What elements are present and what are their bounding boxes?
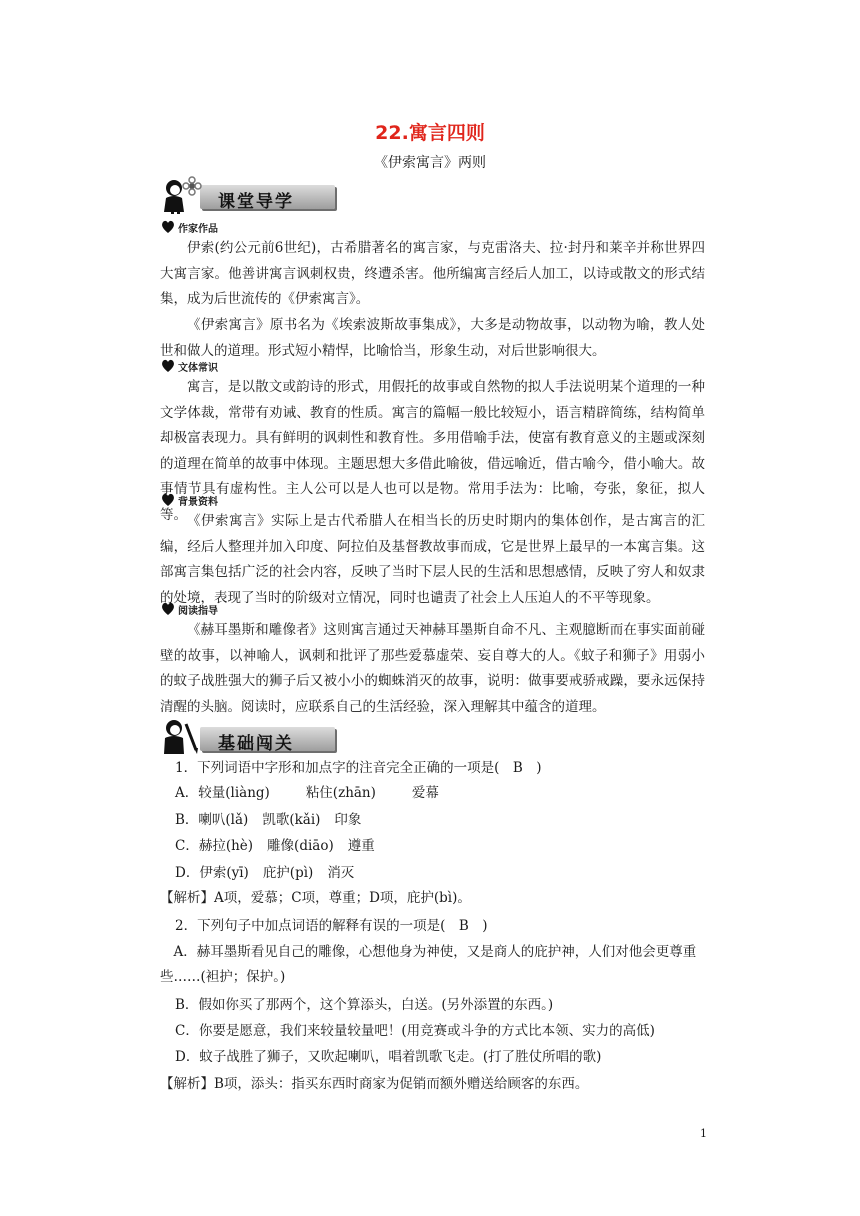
girl-flower-icon xyxy=(160,176,220,216)
q2-analysis: 【解析】B项，添头：指买东西时商家为促销而额外赠送给顾客的东西。 xyxy=(160,1076,589,1092)
q1-option-b: B．喇叭(lǎ) 凯歌(kǎi) 印象 xyxy=(175,812,362,828)
reading-paragraph: 《赫耳墨斯和雕像者》这则寓言通过天神赫耳墨斯自命不凡、主观臆断而在事实面前碰壁的故事，以神喻人，讽刺和批评了那些爱慕虚荣、妄自尊大的人。《蚊子和狮子》用弱小的蚊子战胜强大的狮子后又被小小的蜘蛛消灭的故事，说明：做事要戒骄戒躁，要永远保持清醒的头脑。阅读时，应联系自己的生活经验，深入理解其中蕴含的道理。 xyxy=(160,622,705,715)
document-page: 22.寓言四则 《伊索寓言》两则 课堂导学 作家作品 伊索(约公元前6世纪)，古希腊著名的寓言家，与克雷洛夫、拉·封丹和莱辛并称世界四大寓言家。他善讲寓言讽刺权贵，终遭杀害。他所编寓言经后人加工，以诗或散文的形式结集，成为后世流传的《伊索寓言》。 《伊索寓言》原书名为《埃索波斯故事集成》，大多是动物故事，以动物为喻，教人处世和做人的道理。形式短小精悍，比喻恰当，形象生动，对后世影响很大。 文体常识 寓言，是以散文或韵诗的形式，用假托的故事或自然物的拟人手法说明某个道理的一种文学体裁，常带有劝诫、教育的性质。寓言的篇幅一般比较短小，语言精辟简练，结构简单却极富表现力。具有鲜明的讽刺性和教育性。多用借喻手法，使富有教育意义的主题或深刻的道理在简单的故事中体现。主题思想大多借此喻彼，借远喻近，借古喻今，借小喻大。故事情节具有虚构性。主人公可以是人也可以是物。常用手法为：比喻，夸张，象征，拟人等。 背景资料 《伊索寓言》实际上是古代希腊人在相当长的历史时期内的集体创作，是古寓言的汇编，经后人整理并加入印度、阿拉伯及基督教故事而成，它是世界上最早的一本寓言集。这部寓言集包括广泛的社会内容，反映了当时下层人民的生活和思想感情，反映了穷人和奴隶的处境，表现了当时的阶级对立情况，同时也谴责了社会上人压迫人的不平等现象。 阅读指导 《赫耳墨斯和雕像者》这则寓言通过天神赫耳墨斯自命不凡、主观臆断而在事实面前碰壁的故事，以神喻人，讽刺和批评了那些爱慕虚荣、妄自尊大的人。《蚊子和狮子》用弱小的蚊子战胜强大的狮子后又被小小的蜘蛛消灭的故事，说明：做事要戒骄戒躁，要永远保持清醒的头脑。阅读时，应联系自己的生活经验，深入理解其中蕴含的道理。 基础闯关 1．下列词语中字形和加点字的注音完全正确的一项是( B ) A．较量(liàng) 粘住(zhān) 爱幕 B．喇叭(lǎ) 凯歌(kǎi) 印象 C．赫拉(hè) 雕像(diāo) 遵重 D．伊索(yī) 庇护(pì) 消灭 【解析】A项，爱慕；C项，尊重；D项，庇护(bì)。 2．下列句子中加点词语的解释有误的一项是( B ) A．赫耳墨斯看见自己的雕像，心想他身为神使，又是商人的庇护神，人们对他会更尊重些……(袒护；保护。) B．假如你买了那两个，这个算添头，白送。(另外添置的东西。) C．你要是愿意，我们来较量较量吧！(用竞赛或斗争的方式比本领、实力的高低) D．蚊子战胜了狮子，又吹起喇叭，唱着凯歌飞走。(打了胜仗所唱的歌) 【解析】B项，添头：指买东西时商家为促销而额外赠送给顾客的东西。 1 xyxy=(0,0,860,1216)
q2-option-a: A．赫耳墨斯看见自己的雕像，心想他身为神使，又是商人的庇护神，人们对他会更尊重些……(袒护；保护。) xyxy=(160,944,697,985)
heart-icon xyxy=(160,219,176,235)
page-number: 1 xyxy=(700,1127,707,1140)
q2-option-c: C．你要是愿意，我们来较量较量吧！(用竞赛或斗争的方式比本领、实力的高低) xyxy=(175,1023,655,1039)
q2-option-d: D．蚊子战胜了狮子，又吹起喇叭，唱着凯歌飞走。(打了胜仗所唱的歌) xyxy=(175,1049,602,1065)
heart-icon xyxy=(160,492,176,508)
q2-stem: 2．下列句子中加点词语的解释有误的一项是( B ) xyxy=(175,918,488,934)
page-subtitle: 《伊索寓言》两则 xyxy=(374,155,486,171)
heart-icon xyxy=(160,358,176,374)
banner-label: 基础闯关 xyxy=(218,734,294,754)
section-banner-basics xyxy=(160,718,335,754)
genre-paragraph: 寓言，是以散文或韵诗的形式，用假托的故事或自然物的拟人手法说明某个道理的一种文学体裁，常带有劝诫、教育的性质。寓言的篇幅一般比较短小，语言精辟简练，结构简单却极富表现力。具有鲜明的讽刺性和教育性。多用借喻手法，使富有教育意义的主题或深刻的道理在简单的故事中体现。主题思想大多借此喻彼，借远喻近，借古喻今，借小喻大。故事情节具有虚构性。主人公可以是人也可以是物。常用手法为：比喻，夸张，象征，拟人等。 xyxy=(160,379,705,523)
q1-option-a: A．较量(liàng) 粘住(zhān) 爱幕 xyxy=(175,785,439,801)
q1-analysis: 【解析】A项，爱慕；C项，尊重；D项，庇护(bì)。 xyxy=(160,890,471,906)
section-banner-guide xyxy=(160,176,335,212)
page-title: 22.寓言四则 xyxy=(375,122,485,144)
q1-option-c: C．赫拉(hè) 雕像(diāo) 遵重 xyxy=(175,838,375,854)
q1-option-d: D．伊索(yī) 庇护(pì) 消灭 xyxy=(175,865,355,881)
q2-option-b: B．假如你买了那两个，这个算添头，白送。(另外添置的东西。) xyxy=(175,997,554,1013)
author-paragraph-2: 《伊索寓言》原书名为《埃索波斯故事集成》，大多是动物故事，以动物为喻，教人处世和做人的道理。形式短小精悍，比喻恰当，形象生动，对后世影响很大。 xyxy=(160,317,705,359)
banner-label: 课堂导学 xyxy=(218,192,294,212)
student-pencil-icon xyxy=(160,718,204,758)
heart-icon xyxy=(160,601,176,617)
q1-stem: 1．下列词语中字形和加点字的注音完全正确的一项是( B ) xyxy=(175,760,542,776)
background-paragraph: 《伊索寓言》实际上是古代希腊人在相当长的历史时期内的集体创作，是古寓言的汇编，经后人整理并加入印度、阿拉伯及基督教故事而成，它是世界上最早的一本寓言集。这部寓言集包括广泛的社会内容，反映了当时下层人民的生活和思想感情，反映了穷人和奴隶的处境，表现了当时的阶级对立情况，同时也谴责了社会上人压迫人的不平等现象。 xyxy=(160,513,705,606)
author-paragraph-1: 伊索(约公元前6世纪)，古希腊著名的寓言家，与克雷洛夫、拉·封丹和莱辛并称世界四大寓言家。他善讲寓言讽刺权贵，终遭杀害。他所编寓言经后人加工，以诗或散文的形式结集，成为后世流传的《伊索寓言》。 xyxy=(160,240,705,307)
